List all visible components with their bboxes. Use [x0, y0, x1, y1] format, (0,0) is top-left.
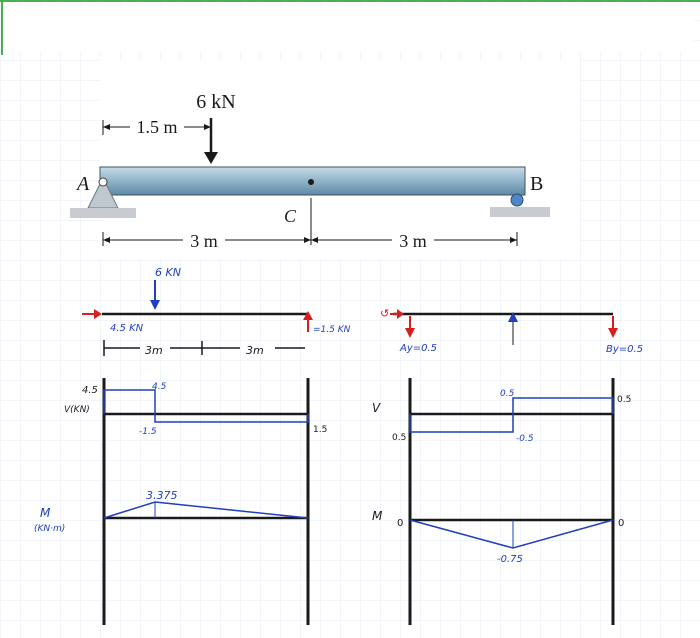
virtual-shear-right-value: 0.5 — [617, 395, 632, 405]
real-seg-right: 3m — [246, 344, 264, 357]
span-right-label: 3 m — [399, 231, 427, 251]
point-c-dot — [308, 179, 314, 185]
virtual-shear-mid-value: 0.5 — [500, 389, 515, 399]
real-seg-left: 3m — [145, 344, 163, 357]
real-shear-axis: V(KN) — [64, 405, 90, 415]
real-moment-axis-1: M — [40, 506, 51, 520]
real-shear-right-value: 1.5 — [313, 425, 328, 435]
dim-load-label: 1.5 m — [136, 117, 178, 137]
point-c-label: C — [284, 206, 297, 226]
support-b-label: B — [530, 173, 544, 195]
real-shear-neg-value: -1.5 — [139, 427, 157, 437]
virtual-shear-neg-value: -0.5 — [516, 434, 534, 444]
virtual-moment-left-value: 0 — [397, 518, 404, 529]
virtual-reaction-b: By=0.5 — [606, 344, 644, 355]
figure-backdrop — [100, 60, 580, 260]
span-left-label: 3 m — [190, 231, 218, 251]
real-shear-pos-value: 4.5 — [152, 382, 167, 392]
ground-a — [70, 208, 136, 218]
real-load-label: 6 KN — [155, 266, 181, 279]
roller-b — [511, 194, 523, 206]
real-moment-axis-2: (KN·m) — [34, 524, 66, 534]
real-shear-left-value: 4.5 — [82, 385, 98, 396]
virtual-shear-axis: V — [372, 401, 381, 415]
ground-b — [490, 207, 550, 217]
virtual-moment-min: -0.75 — [497, 554, 523, 565]
virtual-moment-symbol: ↺ — [380, 307, 390, 320]
pin-a-hinge — [99, 178, 107, 186]
virtual-reaction-a: Ay=0.5 — [400, 343, 438, 354]
title-strip — [4, 4, 694, 52]
real-reaction-b: =1.5 KN — [313, 325, 351, 335]
virtual-moment-right-value: 0 — [618, 518, 625, 529]
real-reaction-a: 4.5 KN — [110, 323, 144, 334]
virtual-moment-axis: M — [372, 509, 383, 523]
support-a-label: A — [77, 173, 90, 195]
real-moment-peak: 3.375 — [146, 489, 178, 502]
load-label: 6 kN — [196, 91, 236, 113]
virtual-shear-left-value: 0.5 — [392, 433, 407, 443]
